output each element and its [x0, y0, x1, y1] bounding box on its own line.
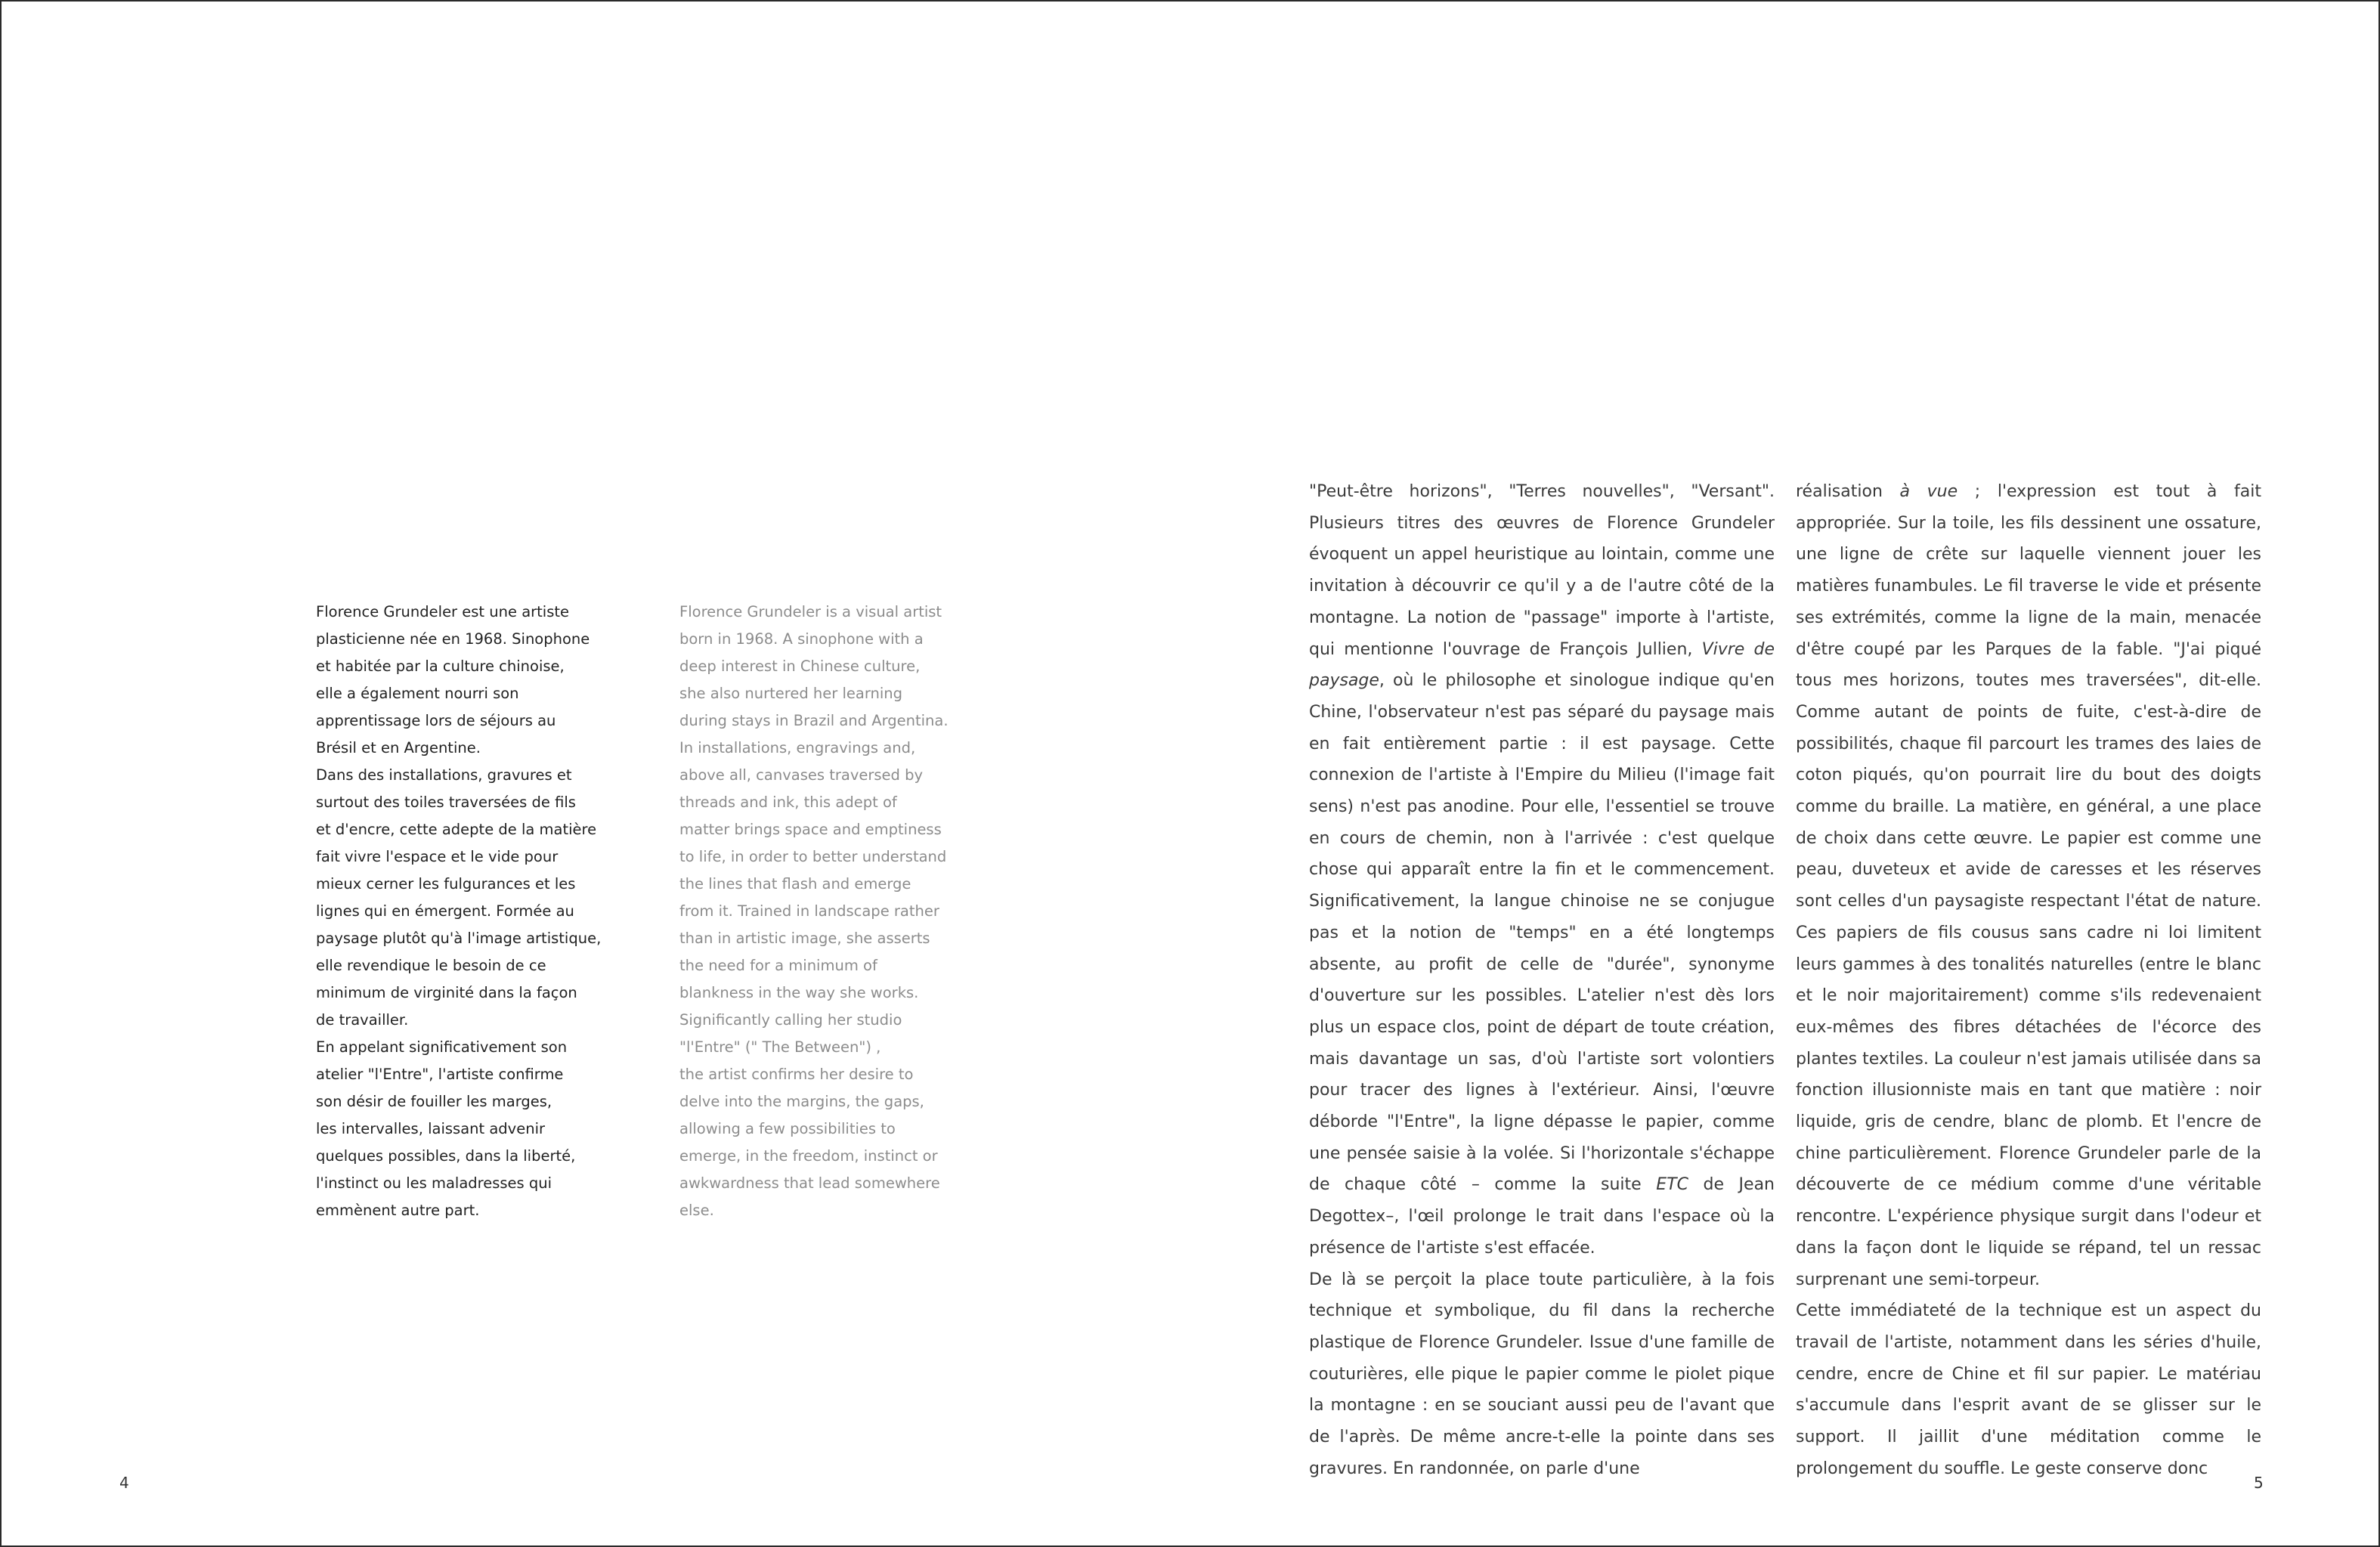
french-intro-line: fait vivre l'espace et le vide pour: [316, 848, 559, 865]
english-intro-line: matter brings space and emptiness: [679, 821, 942, 838]
french-intro-line: mieux cerner les fulgurances et les: [316, 875, 576, 893]
page-number-right: 5: [2254, 1474, 2264, 1492]
artwork-title: ETC: [1656, 1175, 1688, 1195]
english-intro-line: blankness in the way she works.: [679, 984, 919, 1001]
essay-paragraph: Cette immédiateté de la technique est un aspect du travail de l'artiste, notamment dans les séries d'huile, cendre, encre de Chine et fil sur papier. Le matériau s'accumule dans l'esprit avant de se glisser sur le support. Il jaillit d'une méditation comme le prolongement du souffle. Le geste conserve donc: [1796, 1301, 2261, 1478]
italic-expression: à vue: [1899, 482, 1958, 501]
french-intro-line: surtout des toiles traversées de fils: [316, 794, 576, 811]
french-intro-line: les intervalles, laissant advenir: [316, 1120, 546, 1137]
english-intro-line: than in artistic image, she asserts: [679, 930, 930, 947]
french-intro-line: emmènent autre part.: [316, 1202, 480, 1219]
english-intro-line: allowing a few possibilities to: [679, 1120, 896, 1137]
english-intro-line: the need for a minimum of: [679, 957, 877, 974]
french-intro-line: Florence Grundeler est une artiste: [316, 603, 570, 620]
essay-paragraph: "Peut-être horizons", "Terres nouvelles", "Versant". Plusieurs titres des œuvres de Florence Grundeler évoquent un appel heuristique au lointain, comme une invitation à découvrir ce qu'il y a de l'autre côté de la montagne. La notion de "passage" importe à l'artiste, qui mentionne l'ouvrage de François Jullien, Vivre de paysage, où le philosophe et sinologue indique qu'en Chine, l'observateur n'est pas séparé du paysage mais en fait entièrement partie : il est paysage. Cette connexion de l'artiste à l'Empire du Milieu (l'image fait sens) n'est pas anodine. Pour elle, l'essentiel se trouve en cours de chemin, non à l'arrivée : c'est quelque chose qui apparaît entre la fin et le commencement. Significativement, la langue chinoise ne se conjugue pas et la notion de "temps" en a été longtemps absente, au profit de celle de "durée", synonyme d'ouverture sur les possibles. L'atelier n'est dès lors plus un espace clos, point de départ de toute création, mais davantage un sas, d'où l'artiste sort volontiers pour tracer des lignes à l'extérieur. Ainsi, l'œuvre déborde "l'Entre", la ligne dépasse le papier, comme une pensée saisie à la volée. Si l'horizontale s'échappe de chaque côté – comme la suite ETC de Jean Degottex–, l'œil prolonge le trait dans l'espace où la présence de l'artiste s'est effacée.: [1309, 482, 1775, 1258]
english-intro-line: Florence Grundeler is a visual artist: [679, 603, 942, 620]
french-intro-line: et habitée par la culture chinoise,: [316, 657, 565, 675]
english-intro-line: from it. Trained in landscape rather: [679, 902, 939, 920]
french-intro-line: minimum de virginité dans la façon: [316, 984, 577, 1001]
french-intro-line: lignes qui en émergent. Formée au: [316, 902, 574, 920]
french-intro-line: quelques possibles, dans la liberté,: [316, 1147, 576, 1165]
essay-paragraph: De là se perçoit la place toute particulière, à la fois technique et symbolique, du fil dans la recherche plastique de Florence Grundeler. Issue d'une famille de couturières, elle pique le papier comme le piolet pique la montagne : en se souciant aussi peu de l'avant que de l'après. De même ancre-t-elle la pointe dans ses gravures. En randonnée, on parle d'une: [1309, 1270, 1775, 1478]
english-intro-line: deep interest in Chinese culture,: [679, 657, 921, 675]
english-intro-line: born in 1968. A sinophone with a: [679, 630, 924, 648]
book-title: Vivre de paysage: [1309, 639, 1775, 691]
english-intro-line: else.: [679, 1202, 714, 1219]
english-intro-line: emerge, in the freedom, instinct or: [679, 1147, 938, 1165]
french-intro-line: plasticienne née en 1968. Sinophone: [316, 630, 590, 648]
french-intro-line: En appelant significativement son: [316, 1038, 568, 1056]
french-intro-line: et d'encre, cette adepte de la matière: [316, 821, 597, 838]
english-introduction: [679, 599, 967, 1224]
french-introduction: [316, 599, 603, 1224]
french-intro-line: Brésil et en Argentine.: [316, 739, 481, 756]
english-intro-line: Significantly calling her studio: [679, 1011, 902, 1029]
french-intro-line: elle revendique le besoin de ce: [316, 957, 546, 974]
page-number-left: 4: [119, 1474, 129, 1492]
essay-column-2: [1796, 476, 2261, 1485]
english-intro-line: threads and ink, this adept of: [679, 794, 897, 811]
english-intro-line: the artist confirms her desire to: [679, 1066, 914, 1083]
french-intro-line: de travailler.: [316, 1011, 409, 1029]
english-intro-line: the lines that flash and emerge: [679, 875, 911, 893]
french-intro-line: l'instinct ou les maladresses qui: [316, 1174, 552, 1192]
english-intro-line: In installations, engravings and,: [679, 739, 916, 756]
french-intro-line: elle a également nourri son: [316, 685, 519, 702]
english-intro-line: "l'Entre" (" The Between") ,: [679, 1038, 881, 1056]
english-intro-line: above all, canvases traversed by: [679, 766, 924, 784]
english-intro-line: delve into the margins, the gaps,: [679, 1093, 924, 1110]
french-intro-line: apprentissage lors de séjours au: [316, 712, 556, 729]
french-intro-line: Dans des installations, gravures et: [316, 766, 572, 784]
english-intro-line: to life, in order to better understand: [679, 848, 947, 865]
essay-paragraph: réalisation à vue ; l'expression est tout à fait appropriée. Sur la toile, les fils dessinent une ossature, une ligne de crête sur laquelle viennent jouer les matières funambules. Le fil traverse le vide et présente ses extrémités, comme la ligne de la main, menacée d'être coupé par les Parques de la fable. "J'ai piqué tous mes horizons, toutes mes traversées", dit-elle. Comme autant de points de fuite, c'est-à-dire de possibilités, chaque fil parcourt les trames des laies de coton piqués, qu'on pourrait lire du bout des doigts comme du braille. La matière, en général, a une place de choix dans cette œuvre. Le papier est comme une peau, duveteux et avide de caresses et les réserves sont celles d'un paysagiste respectant l'état de nature. Ces papiers de fils cousus sans cadre ni loi limitent leurs gammes à des tonalités naturelles (entre le blanc et le noir majoritairement) comme s'ils redevenaient eux-mêmes des fibres détachées de l'écorce des plantes textiles. La couleur n'est jamais utilisée dans sa fonction illusionniste mais en tant que matière : noir liquide, gris de cendre, blanc de plomb. Et l'encre de chine particulièrement. Florence Grundeler parle de la découverte de ce médium comme d'une véritable rencontre. L'expérience physique surgit dans l'odeur et dans la façon dont le liquide se répand, tel un ressac surprenant une semi-torpeur.: [1796, 482, 2261, 1289]
french-intro-line: son désir de fouiller les marges,: [316, 1093, 552, 1110]
english-intro-line: she also nurtered her learning: [679, 685, 903, 702]
english-intro-line: during stays in Brazil and Argentina.: [679, 712, 949, 729]
english-intro-line: awkwardness that lead somewhere: [679, 1174, 940, 1192]
french-intro-line: atelier "l'Entre", l'artiste confirme: [316, 1066, 564, 1083]
essay-column-1: [1309, 476, 1775, 1485]
french-intro-line: paysage plutôt qu'à l'image artistique,: [316, 930, 602, 947]
